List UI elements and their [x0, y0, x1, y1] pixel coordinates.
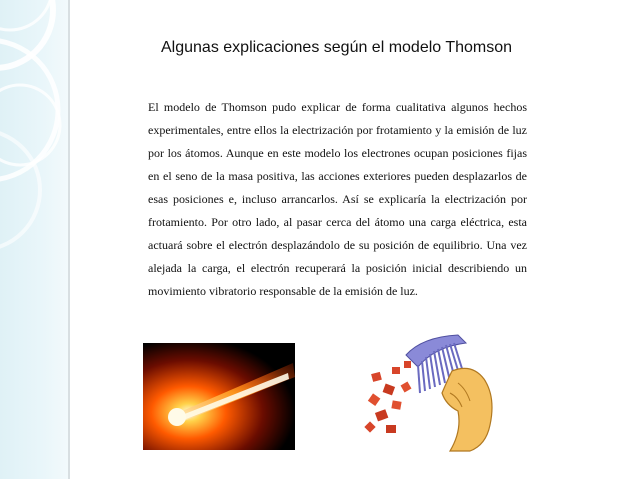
- comb-and-paper-image: [362, 333, 508, 453]
- sidebar-divider: [68, 0, 70, 479]
- decorative-sidebar: [0, 0, 70, 479]
- laser-beam-image: [143, 343, 295, 450]
- slide-title: Algunas explicaciones según el modelo Thomson: [161, 39, 513, 56]
- slide-paragraph: El modelo de Thomson pudo explicar de forma cualitativa algunos hechos experimentales, entre ellos la electrización por frotamiento y la emisión de luz por los átomos. Aunque en este modelo los electrones ocupan posiciones fijas en el seno de la masa positiva, las acciones exteriores pueden desplazarlos de esas posiciones e, incluso arrancarlos. Así se explicaría la electrización por frotamiento. Por otro lado, al pasar cerca del átomo una carga eléctrica, esta actuará sobre el electrón desplazándolo de su posición de equilibrio. Una vez alejada la carga, el electrón recuperará la posición inicial describiendo un movimiento vibratorio responsable de la emisión de luz.: [148, 100, 527, 298]
- decorative-rings: [0, 0, 70, 479]
